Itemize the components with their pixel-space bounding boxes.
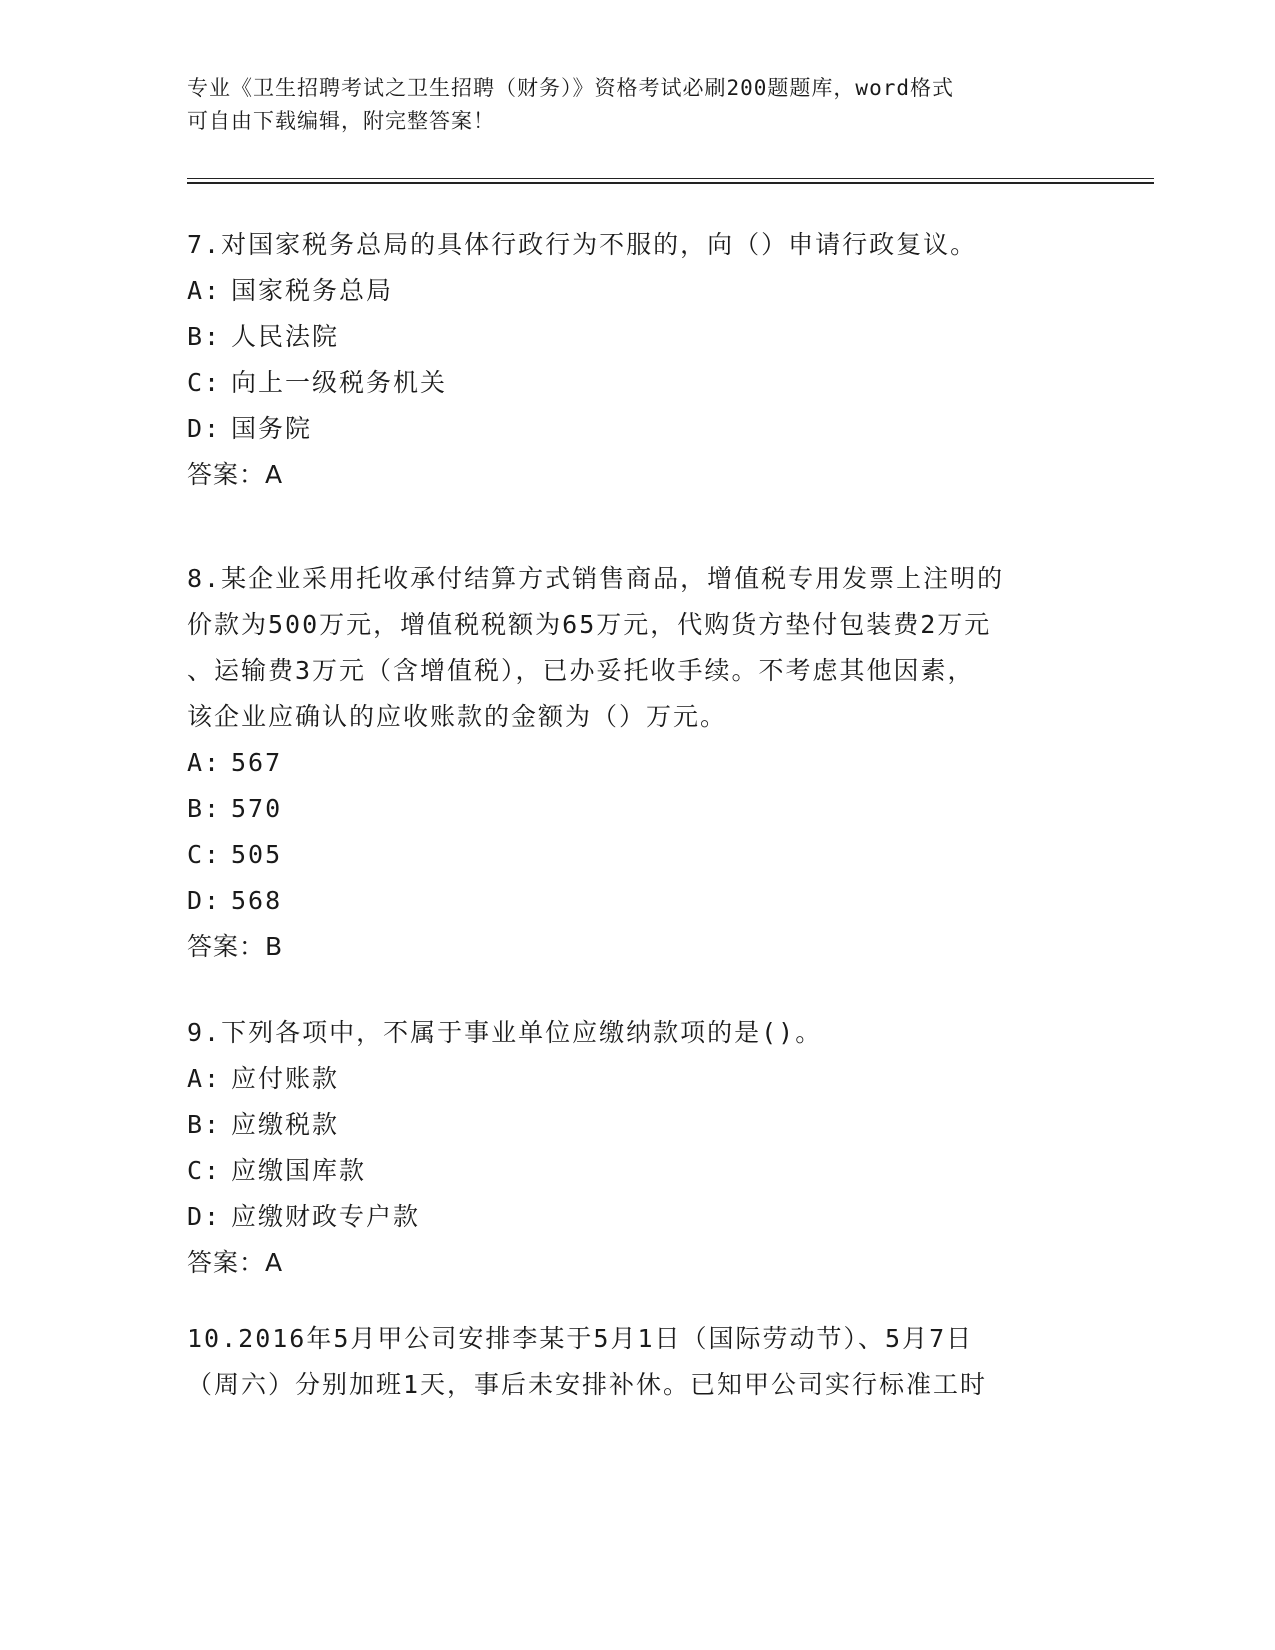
option-b	[187, 786, 1087, 832]
option-letter: D:	[187, 1202, 222, 1231]
option-text: 向上一级税务机关	[231, 368, 448, 397]
question-7	[187, 222, 1087, 498]
option-text: 应付账款	[231, 1064, 340, 1093]
option-c	[187, 360, 1087, 406]
option-b	[187, 314, 1087, 360]
header-line: 可自由下载编辑，附完整答案！	[187, 109, 495, 133]
option-b	[187, 1102, 1087, 1148]
header-divider	[187, 182, 1154, 184]
answer: 答案：A	[187, 1248, 284, 1277]
option-letter: B:	[187, 794, 222, 823]
option-text: 国务院	[231, 414, 313, 443]
option-text: 567	[231, 748, 283, 777]
option-letter: D:	[187, 886, 222, 915]
option-letter: C:	[187, 368, 222, 397]
option-c	[187, 832, 1087, 878]
option-text: 568	[231, 886, 283, 915]
option-a	[187, 1056, 1087, 1102]
option-letter: C:	[187, 1156, 222, 1185]
option-letter: A:	[187, 276, 222, 305]
option-text: 人民法院	[231, 322, 340, 351]
option-letter: B:	[187, 322, 222, 351]
option-d	[187, 406, 1087, 452]
question-10	[187, 1316, 1087, 1408]
answer: 答案：B	[187, 932, 284, 961]
option-a	[187, 268, 1087, 314]
question-stem: 10.2016年5月甲公司安排李某于5月1日（国际劳动节）、5月7日	[187, 1324, 974, 1353]
question-stem: 该企业应确认的应收账款的金额为（）万元。	[187, 702, 728, 731]
question-stem: 8.某企业采用托收承付结算方式销售商品，增值税专用发票上注明的	[187, 564, 1005, 593]
option-text: 505	[231, 840, 283, 869]
option-text: 应缴税款	[231, 1110, 340, 1139]
answer: 答案：A	[187, 460, 284, 489]
question-8	[187, 556, 1087, 970]
option-letter: C:	[187, 840, 222, 869]
option-text: 应缴国库款	[231, 1156, 367, 1185]
header-line: 专业《卫生招聘考试之卫生招聘（财务）》资格考试必刷200题题库，word格式	[187, 76, 954, 100]
option-letter: A:	[187, 748, 222, 777]
document-header	[187, 72, 1087, 138]
option-letter: A:	[187, 1064, 222, 1093]
question-9	[187, 1010, 1087, 1286]
option-text: 国家税务总局	[231, 276, 394, 305]
question-stem: 9.下列各项中，不属于事业单位应缴纳款项的是()。	[187, 1018, 823, 1047]
question-stem: 价款为500万元，增值税税额为65万元，代购货方垫付包装费2万元	[187, 610, 992, 639]
option-d	[187, 878, 1087, 924]
option-letter: D:	[187, 414, 222, 443]
option-c	[187, 1148, 1087, 1194]
option-text: 570	[231, 794, 283, 823]
option-a	[187, 740, 1087, 786]
option-letter: B:	[187, 1110, 222, 1139]
option-text: 应缴财政专户款	[231, 1202, 421, 1231]
question-stem: （周六）分别加班1天，事后未安排补休。已知甲公司实行标准工时	[187, 1370, 988, 1399]
question-stem: 、运输费3万元（含增值税），已办妥托收手续。不考虑其他因素，	[187, 656, 975, 685]
header-divider	[187, 178, 1154, 179]
question-stem: 7.对国家税务总局的具体行政行为不服的，向（）申请行政复议。	[187, 230, 978, 259]
option-d	[187, 1194, 1087, 1240]
